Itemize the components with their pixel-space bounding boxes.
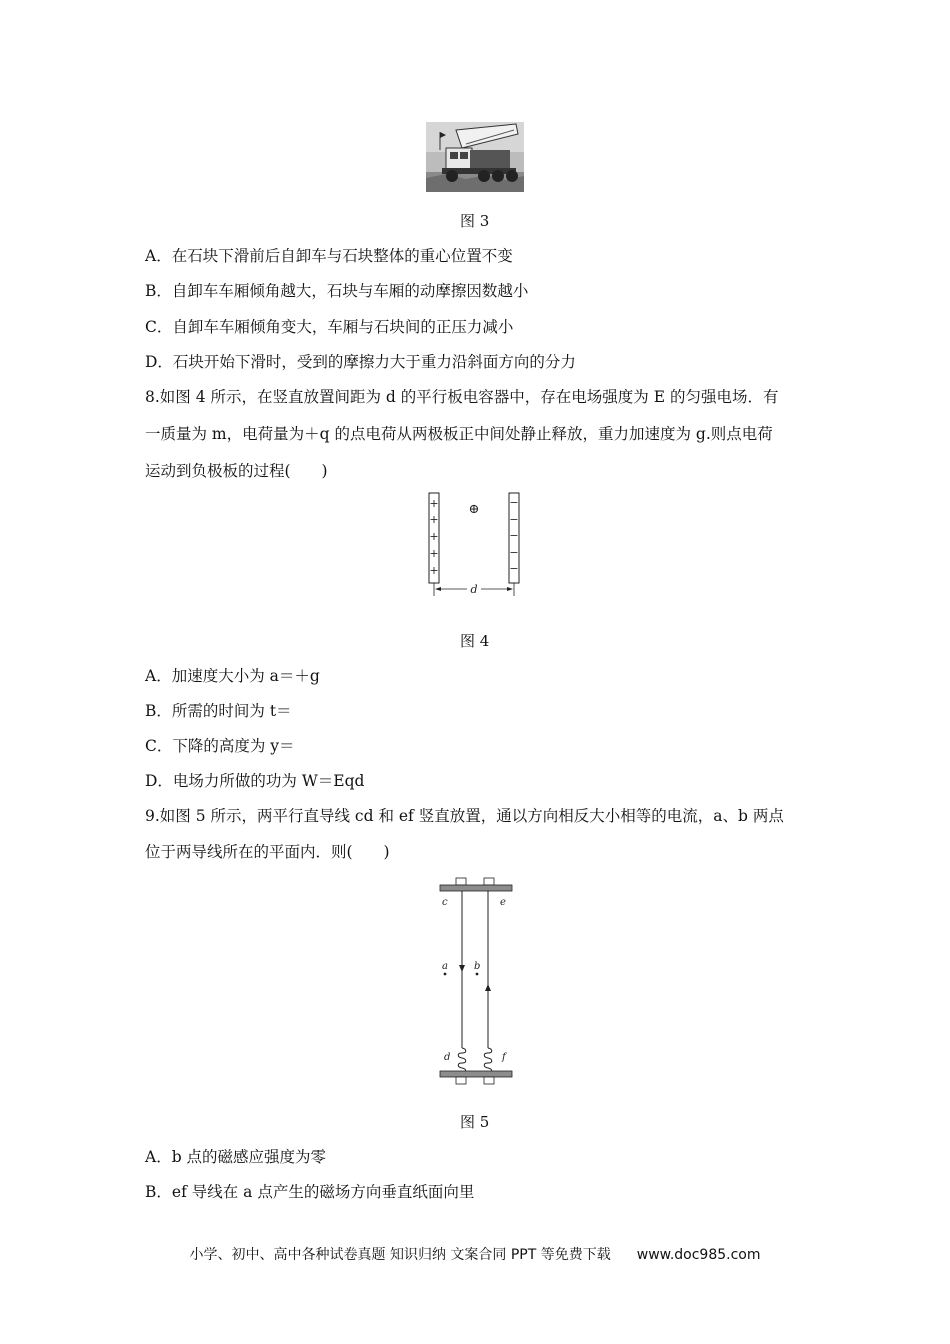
q9-stem-line-1: 9.如图 5 所示，两平行直导线 cd 和 ef 竖直放置，通以方向相反大小相等的电流，a、b 两点 bbox=[145, 807, 784, 825]
q8-option-c: C．下降的高度为 y＝ bbox=[145, 737, 295, 755]
footer-url[interactable]: www.doc985.com bbox=[636, 1247, 761, 1263]
figure-4-caption: 图 4 bbox=[460, 632, 490, 650]
q9-option-b: B．ef 导线在 a 点产生的磁场方向垂直纸面向里 bbox=[145, 1183, 475, 1201]
label-a: a bbox=[442, 961, 448, 972]
left-plate-sign: + bbox=[429, 513, 439, 526]
right-plate-sign: − bbox=[509, 513, 519, 526]
page-footer bbox=[0, 1244, 950, 1264]
label-c: c bbox=[442, 897, 448, 908]
figure-3-caption: 图 3 bbox=[460, 212, 490, 230]
q8-stem-line-1: 8.如图 4 所示，在竖直放置间距为 d 的平行板电容器中，存在电场强度为 E 的匀强电场．有 bbox=[145, 388, 779, 406]
q7-option-b: B．自卸车车厢倾角越大，石块与车厢的动摩擦因数越小 bbox=[145, 282, 529, 300]
distance-label: d bbox=[470, 583, 478, 596]
right-plate-sign: − bbox=[509, 546, 519, 559]
q8-option-d: D．电场力所做的功为 W＝Eqd bbox=[145, 772, 365, 790]
right-plate-sign: − bbox=[509, 562, 519, 575]
q7-option-a: A．在石块下滑前后自卸车与石块整体的重心位置不变 bbox=[145, 247, 513, 265]
left-plate-sign: + bbox=[429, 547, 439, 560]
label-d: d bbox=[444, 1052, 451, 1063]
label-e: e bbox=[500, 897, 506, 908]
dump-truck-photo bbox=[426, 122, 524, 192]
right-plate-sign: − bbox=[509, 529, 519, 542]
q8-option-a: A．加速度大小为 a＝＋g bbox=[145, 667, 320, 685]
q8-stem-line-2: 一质量为 m，电荷量为＋q 的点电荷从两极板正中间处静止释放，重力加速度为 g.则点电荷 bbox=[145, 425, 773, 443]
point-charge: ⊕ bbox=[468, 502, 480, 517]
label-b: b bbox=[474, 961, 481, 972]
label-f: f bbox=[502, 1052, 506, 1063]
q7-option-c: C．自卸车车厢倾角变大，车厢与石块间的正压力减小 bbox=[145, 318, 514, 336]
right-plate-sign: − bbox=[509, 496, 519, 509]
q8-option-b: B．所需的时间为 t＝ bbox=[145, 702, 292, 720]
left-plate-sign: + bbox=[429, 497, 439, 510]
parallel-wires-diagram bbox=[436, 876, 516, 1088]
q9-stem-line-2: 位于两导线所在的平面内．则( ) bbox=[145, 843, 390, 861]
q8-stem-line-3: 运动到负极板的过程( ) bbox=[145, 462, 328, 480]
q9-option-a: A．b 点的磁感应强度为零 bbox=[145, 1148, 327, 1166]
figure-5-caption: 图 5 bbox=[460, 1113, 490, 1131]
left-plate-sign: + bbox=[429, 530, 439, 543]
capacitor-diagram bbox=[424, 490, 528, 598]
left-plate-sign: + bbox=[429, 564, 439, 577]
footer-text: 小学、初中、高中各种试卷真题 知识归纳 文案合同 PPT 等免费下载 bbox=[189, 1247, 611, 1263]
q7-option-d: D．石块开始下滑时，受到的摩擦力大于重力沿斜面方向的分力 bbox=[145, 353, 576, 371]
